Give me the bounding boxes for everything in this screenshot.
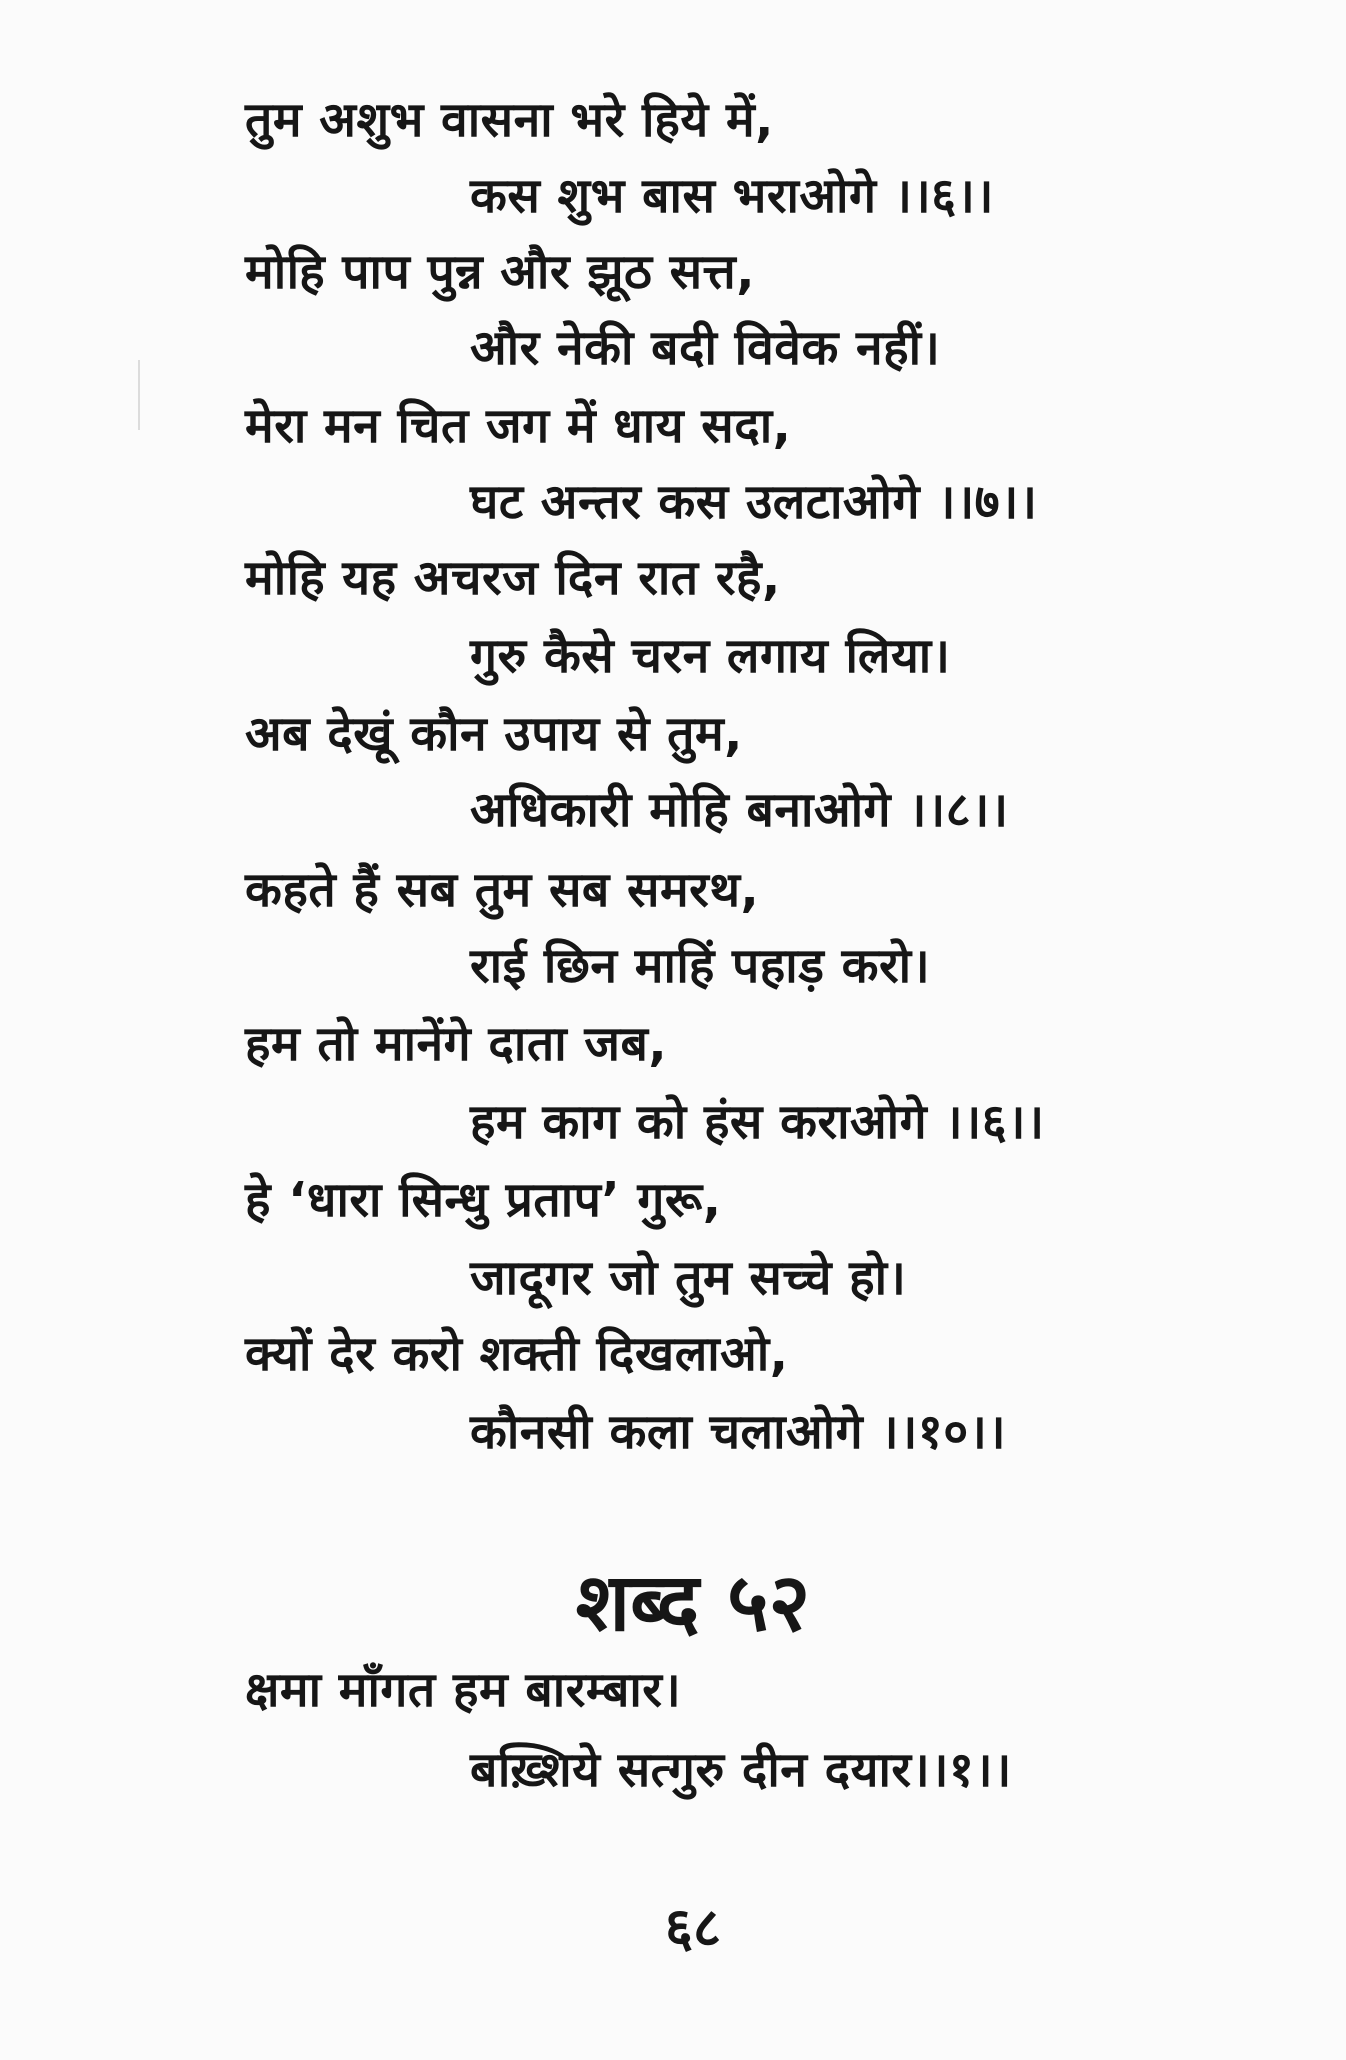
binding-mark [138, 360, 140, 430]
shabd-52-line-1: क्षमा माँगत हम बारम्बार। [245, 1662, 682, 1718]
verse-7-line-3: मेरा मन चित जग में धाय सदा, [245, 398, 792, 454]
verse-9-line-3: हम तो मानेंगे दाता जब, [245, 1016, 668, 1072]
verse-9-line-2: राई छिन माहिं पहाड़ करो। [470, 938, 931, 994]
verse-8-line-2: गुरु कैसे चरन लगाय लिया। [470, 628, 951, 684]
verse-6-line-2: कस शुभ बास भराओगे ।।६।। [470, 168, 994, 224]
verse-8-line-3: अब देखूं कौन उपाय से तुम, [245, 706, 743, 762]
page-number: ६८ [664, 1896, 722, 1959]
shabd-52-line-2: बख़्शिये सत्गुरु दीन दयार।।१।। [470, 1742, 1012, 1798]
verse-10-line-2: जादूगर जो तुम सच्चे हो। [470, 1250, 907, 1306]
verse-7-line-4: घट अन्तर कस उलटाओगे ।।७।। [470, 474, 1038, 530]
verse-7-line-2: और नेकी बदी विवेक नहीं। [470, 320, 941, 376]
verse-9-line-4: हम काग को हंस कराओगे ।।६।। [470, 1094, 1045, 1150]
verse-6-line-1: तुम अशुभ वासना भरे हिये में, [245, 92, 774, 148]
verse-9-line-1: कहते हैं सब तुम सब समरथ, [245, 862, 760, 918]
verse-7-line-1: मोहि पाप पुन्न और झूठ सत्त, [245, 244, 755, 300]
verse-10-line-3: क्यों देर करो शक्ती दिखलाओ, [245, 1326, 789, 1382]
verse-10-line-1: हे ‘धारा सिन्धु प्रताप’ गुरू, [245, 1172, 722, 1228]
verse-8-line-1: मोहि यह अचरज दिन रात रहै, [245, 550, 781, 606]
section-heading: शब्द ५२ [575, 1556, 811, 1649]
verse-10-line-4: कौनसी कला चलाओगे ।।१०।। [470, 1404, 1007, 1460]
verse-8-line-4: अधिकारी मोहि बनाओगे ।।८।। [470, 782, 1009, 838]
